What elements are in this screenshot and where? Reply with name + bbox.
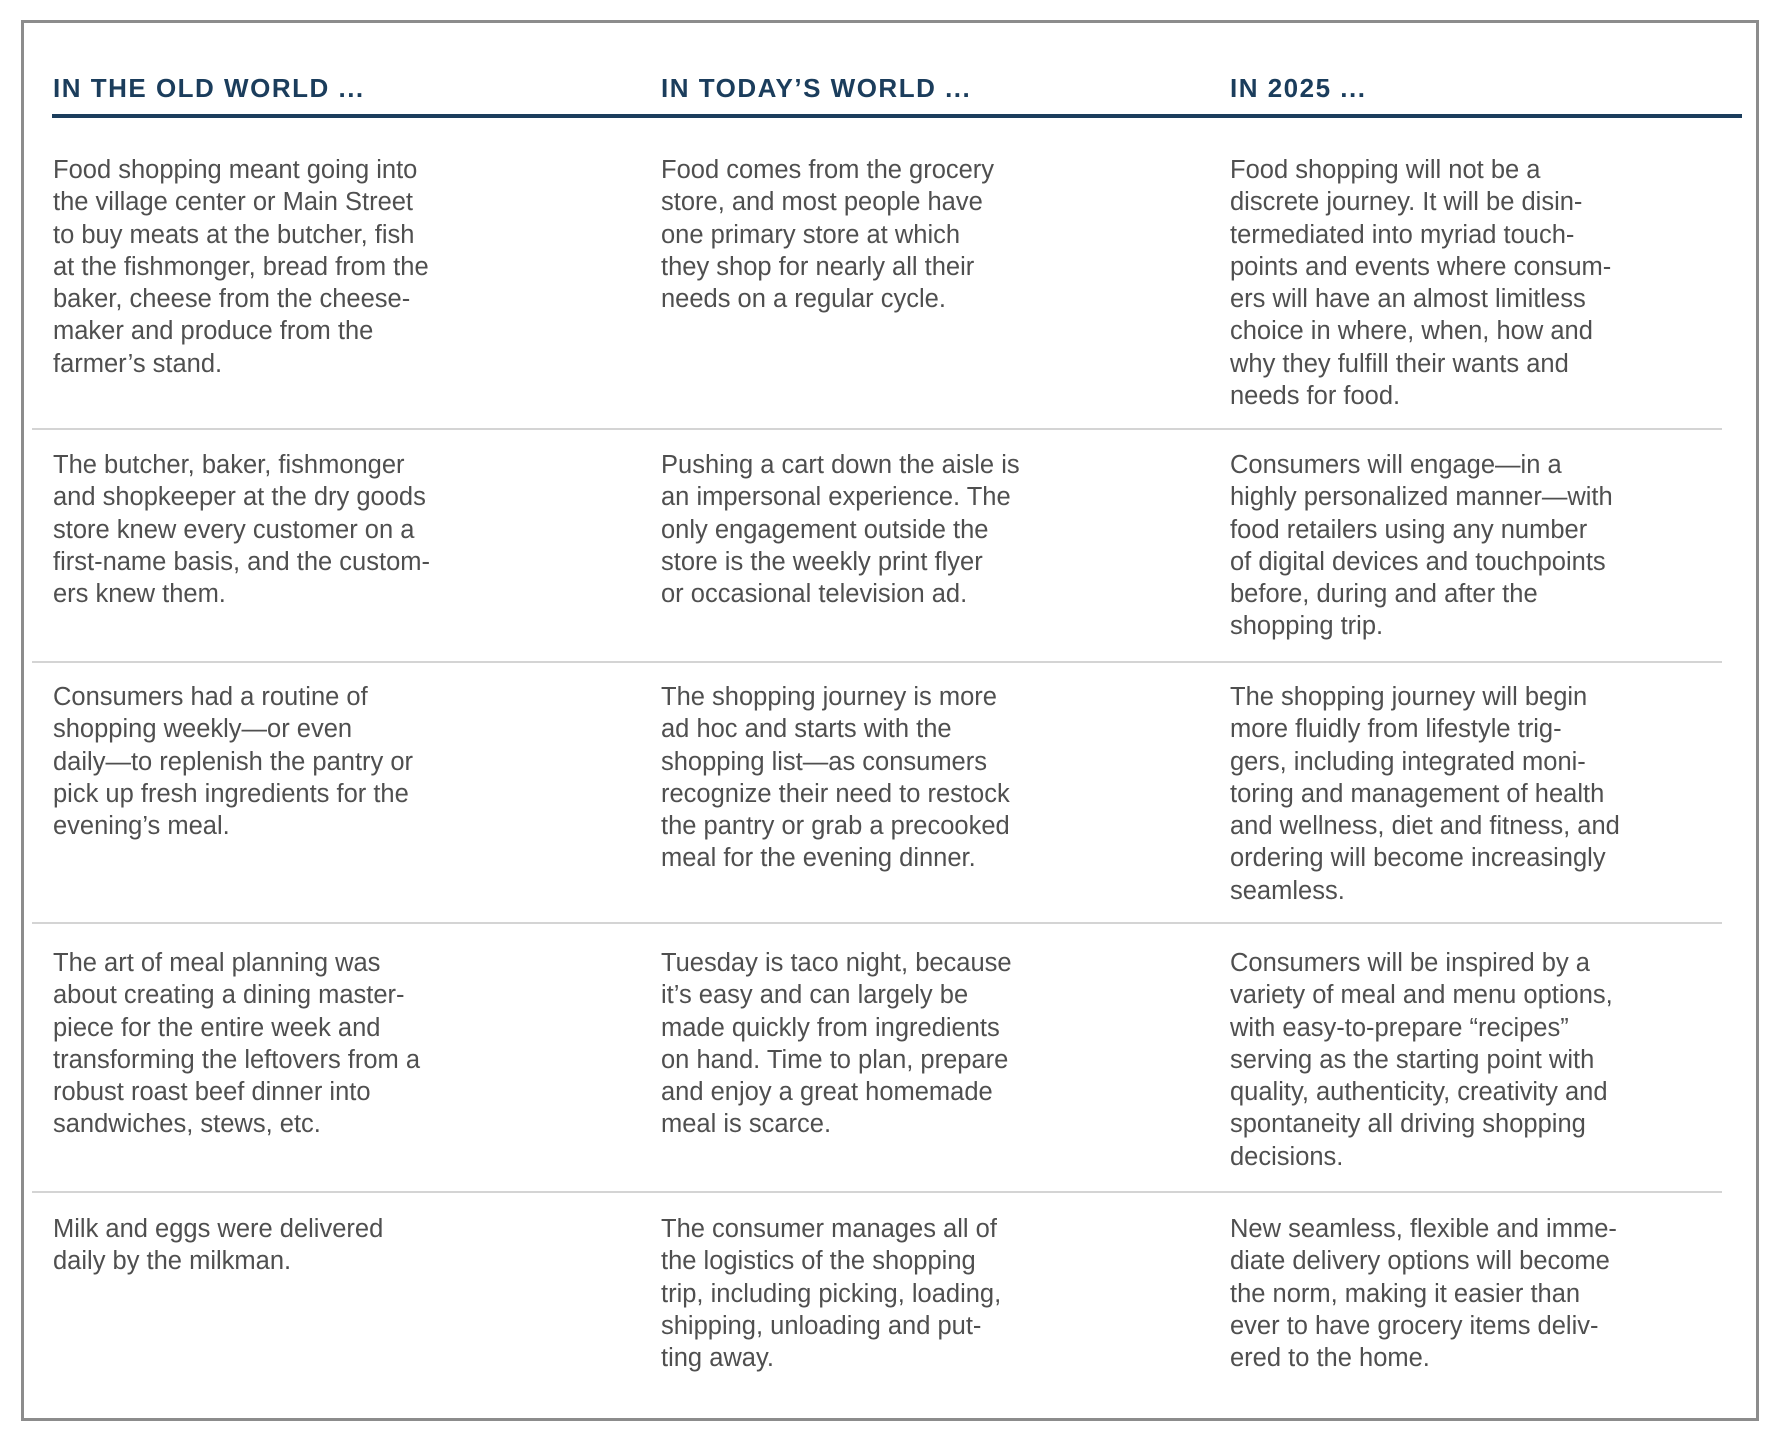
- row-divider: [32, 428, 1722, 430]
- cell-old-world: The art of meal planning was about creating a dining master- piece for the entire week and transforming the leftovers from a robust roast beef dinner into sandwiches, stews, etc.: [53, 949, 421, 1139]
- cell-todays-world: Pushing a cart down the aisle is an impersonal experience. The only engagement outside the store is the weekly print flyer or occasional television ad.: [661, 451, 1020, 609]
- header-2025: IN 2025 ...: [1230, 73, 1367, 103]
- cell-old-world: The butcher, baker, fishmonger and shopkeeper at the dry goods store knew every customer on a first-name basis, and the custom- ers knew them.: [53, 451, 430, 609]
- cell-2025: The shopping journey will begin more fluidly from lifestyle trig- gers, including integrated moni- toring and management of health and wellness, diet and fitness, and ordering will become increasingly seamless.: [1230, 683, 1620, 905]
- cell-2025: Food shopping will not be a discrete journey. It will be disin- termediated into myriad touch- points and events where consum- ers will have an almost limitless choice in where, when, how and why they fulfill their wants and needs for food.: [1230, 156, 1612, 411]
- header-old-world: IN THE OLD WORLD ...: [53, 73, 365, 103]
- cell-2025: New seamless, flexible and imme- diate delivery options will become the norm, making it easier than ever to have grocery items deliv- ered to the home.: [1230, 1215, 1617, 1373]
- cell-2025: Consumers will engage—in a highly personalized manner—with food retailers using any number of digital devices and touchpoints before, during and after the shopping trip.: [1230, 451, 1613, 641]
- row-divider: [32, 661, 1722, 663]
- cell-todays-world: The consumer manages all of the logistics of the shopping trip, including picking, loading, shipping, unloading and put- ting away.: [661, 1215, 1002, 1373]
- row-divider: [32, 1191, 1722, 1193]
- cell-todays-world: Food comes from the grocery store, and most people have one primary store at which they shop for nearly all their needs on a regular cycle.: [661, 156, 995, 314]
- header-todays-world: IN TODAY’S WORLD ...: [661, 73, 972, 103]
- row-divider: [32, 922, 1722, 924]
- cell-todays-world: The shopping journey is more ad hoc and starts with the shopping list—as consumers recognize their need to restock the pantry or grab a precooked meal for the evening dinner.: [661, 683, 1010, 873]
- cell-old-world: Milk and eggs were delivered daily by the milkman.: [53, 1215, 384, 1276]
- cell-old-world: Consumers had a routine of shopping weekly—or even daily—to replenish the pantry or pick up fresh ingredients for the evening’s meal.: [53, 683, 414, 841]
- cell-old-world: Food shopping meant going into the village center or Main Street to buy meats at the butcher, fish at the fishmonger, bread from the baker, cheese from the cheese- maker and produce from the farmer’s stand.: [53, 156, 429, 378]
- cell-2025: Consumers will be inspired by a variety of meal and menu options, with easy-to-prepare “recipes” serving as the starting point with quality, authenticity, creativity and spontaneity all driving shopping decisions.: [1230, 949, 1613, 1171]
- cell-todays-world: Tuesday is taco night, because it’s easy and can largely be made quickly from ingredients on hand. Time to plan, prepare and enjoy a great homemade meal is scarce.: [661, 949, 1012, 1139]
- table-header: [52, 60, 1742, 118]
